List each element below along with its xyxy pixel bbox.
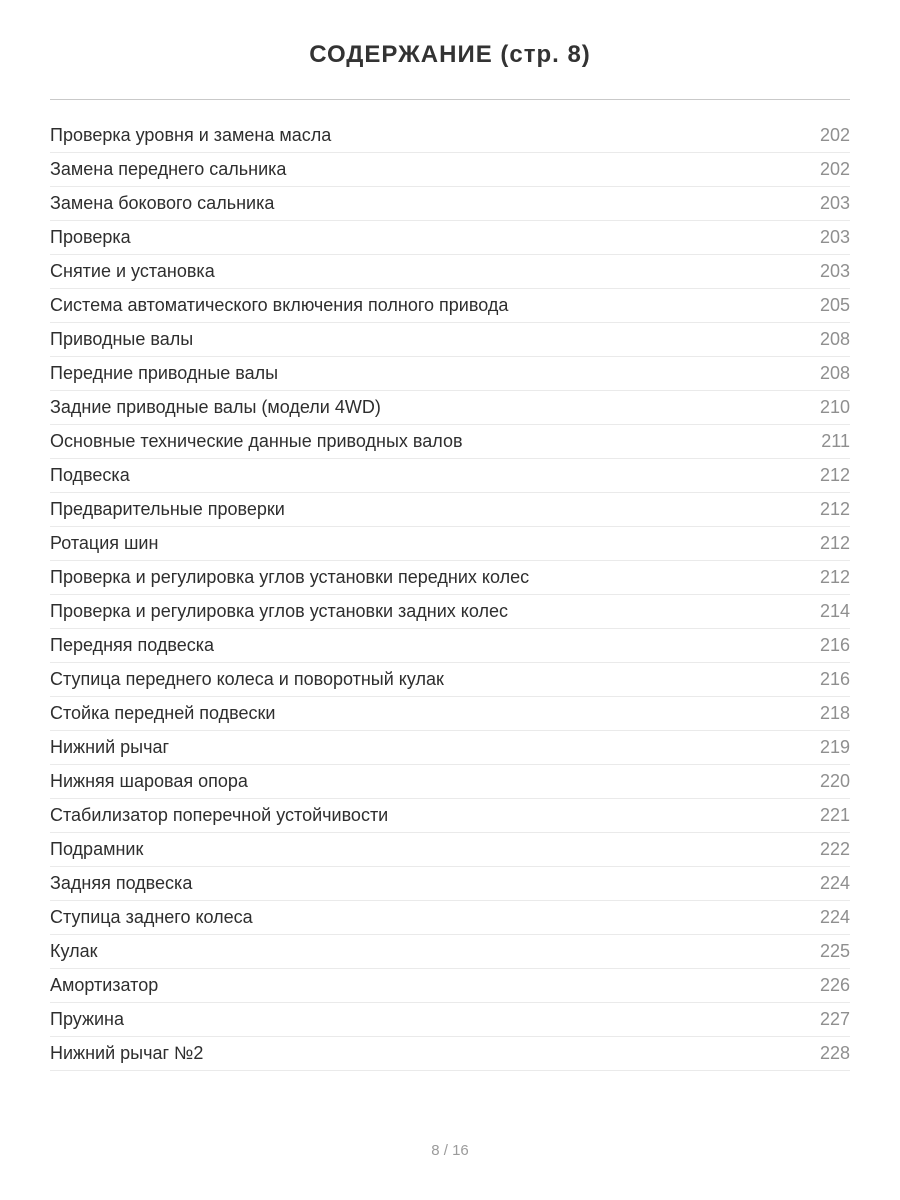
toc-entry-label: Замена переднего сальника (50, 159, 287, 179)
toc-entry[interactable] (50, 425, 850, 459)
toc-entry-page: 212 (819, 499, 850, 519)
toc-entry-label: Ротация шин (50, 533, 159, 553)
toc-entry-label: Амортизатор (50, 975, 159, 995)
page-title: СОДЕРЖАНИЕ (стр. 8) (309, 41, 591, 68)
toc-entry-page: 216 (819, 669, 850, 689)
toc-entry-page: 224 (819, 907, 850, 927)
toc-entry-page: 226 (819, 975, 850, 995)
toc-entry[interactable] (50, 833, 850, 867)
toc-entry-label: Передняя подвеска (50, 635, 215, 655)
toc-entry-page: 210 (819, 397, 850, 417)
toc-entry[interactable] (50, 901, 850, 935)
page-indicator: 8 / 16 (431, 1142, 469, 1159)
toc-entry-page: 212 (819, 533, 850, 553)
toc-entry-label: Проверка уровня и замена масла (50, 125, 332, 145)
toc-entry-page: 203 (819, 227, 850, 247)
toc-entry-label: Замена бокового сальника (50, 193, 275, 213)
toc-entry-label: Нижний рычаг №2 (50, 1043, 204, 1063)
toc-entry-label: Задняя подвеска (50, 873, 193, 893)
toc-entry-page: 220 (819, 771, 850, 791)
toc-entry-page: 214 (819, 601, 850, 621)
toc-entry-label: Проверка и регулировка углов установки передних колес (50, 567, 530, 587)
toc-entry[interactable] (50, 153, 850, 187)
toc-entry-label: Проверка и регулировка углов установки задних колес (50, 601, 509, 621)
toc-entry-label: Передние приводные валы (50, 363, 279, 383)
toc-entry-page: 212 (819, 465, 850, 485)
toc-entry[interactable] (50, 561, 850, 595)
header-divider (50, 99, 850, 100)
toc-entry-page: 225 (819, 941, 850, 961)
toc-entry-label: Предварительные проверки (50, 499, 285, 519)
toc-entry[interactable] (50, 221, 850, 255)
toc-entry-page: 208 (819, 329, 850, 349)
toc-entry[interactable] (50, 255, 850, 289)
toc-entry-page: 202 (819, 159, 850, 179)
toc-entry[interactable] (50, 493, 850, 527)
toc-entry-page: 211 (821, 431, 850, 451)
toc-entry[interactable] (50, 357, 850, 391)
toc-entry[interactable] (50, 697, 850, 731)
toc-entry-label: Нижняя шаровая опора (50, 771, 248, 791)
toc-entry-page: 218 (819, 703, 850, 723)
toc-entry[interactable] (50, 459, 850, 493)
toc-entry[interactable] (50, 935, 850, 969)
toc-entry-page: 221 (819, 805, 850, 825)
toc-entry-label: Задние приводные валы (модели 4WD) (50, 397, 381, 417)
toc-entry-page: 216 (819, 635, 850, 655)
toc-entry-label: Подрамник (50, 839, 144, 859)
toc-entry-label: Система автоматического включения полного привода (50, 295, 509, 315)
toc-entry-page: 205 (819, 295, 850, 315)
toc-entry[interactable] (50, 867, 850, 901)
toc-entry-label: Ступица переднего колеса и поворотный кулак (50, 669, 444, 689)
toc-entry-label: Проверка (50, 227, 131, 247)
toc-entry-page: 222 (819, 839, 850, 859)
toc-entry-label: Подвеска (50, 465, 130, 485)
toc-entry-label: Приводные валы (50, 329, 194, 349)
toc-entry-label: Стойка передней подвески (50, 703, 276, 723)
toc-entry[interactable] (50, 527, 850, 561)
toc-entry-page: 208 (819, 363, 850, 383)
toc-entry-label: Нижний рычаг (50, 737, 170, 757)
toc-entry-label: Стабилизатор поперечной устойчивости (50, 805, 389, 825)
toc-entry[interactable] (50, 1037, 850, 1071)
toc-entry-page: 227 (819, 1009, 850, 1029)
toc-entry-page: 212 (819, 567, 850, 587)
toc-entry[interactable] (50, 187, 850, 221)
toc-entry[interactable] (50, 1003, 850, 1037)
toc-entry[interactable] (50, 323, 850, 357)
toc-entry-label: Кулак (50, 941, 98, 961)
toc-entry-page: 203 (819, 261, 850, 281)
toc-entry[interactable] (50, 969, 850, 1003)
toc-entry[interactable] (50, 765, 850, 799)
toc-entry[interactable] (50, 289, 850, 323)
toc-entry-label: Ступица заднего колеса (50, 907, 253, 927)
toc-list (50, 119, 850, 1071)
toc-entry-page: 228 (819, 1043, 850, 1063)
toc-entry-page: 203 (819, 193, 850, 213)
toc-entry-label: Пружина (50, 1009, 124, 1029)
toc-entry-page: 224 (819, 873, 850, 893)
toc-entry[interactable] (50, 799, 850, 833)
toc-entry-page: 202 (819, 125, 850, 145)
toc-entry[interactable] (50, 663, 850, 697)
toc-entry[interactable] (50, 119, 850, 153)
toc-entry[interactable] (50, 595, 850, 629)
toc-entry[interactable] (50, 391, 850, 425)
toc-entry[interactable] (50, 629, 850, 663)
toc-entry-label: Основные технические данные приводных валов (50, 431, 463, 451)
toc-entry-page: 219 (819, 737, 850, 757)
toc-entry-label: Снятие и установка (50, 261, 215, 281)
toc-entry[interactable] (50, 731, 850, 765)
